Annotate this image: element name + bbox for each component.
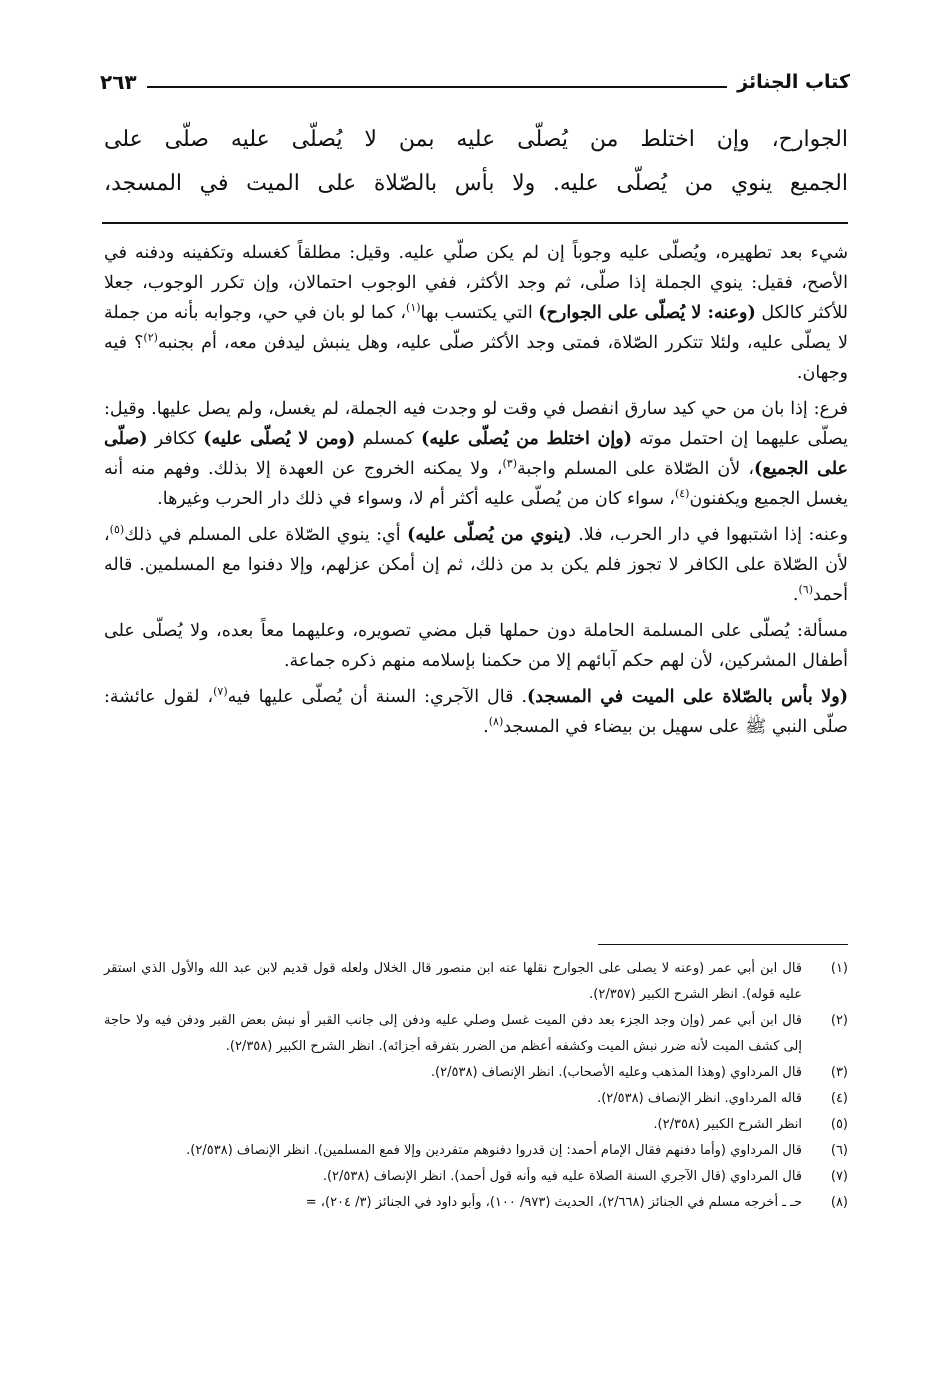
text-span: كمسلم	[355, 429, 422, 449]
text-span: التي يكتسب بها	[420, 303, 539, 323]
footnote-text: قال المرداوي (قال الآجري السنة الصلاة عليه فيه وأنه قول أحمد). انظر الإنصاف (٢/٥٣٨).	[322, 1169, 802, 1184]
footnote-text: انظر الشرح الكبير (٢/٣٥٨).	[653, 1117, 802, 1132]
chapter-title: كتاب الجنائز	[737, 71, 850, 93]
footnote-text: قال ابن أبي عمر (وعنه لا يصلى على الجوارح نقلها عنه ابن منصور قال الخلال ولعله قول قديم لابن عبد الله والأول الذي استقر عليه قوله). انظر الشرح الكبير (٢/٣٥٧).	[104, 961, 802, 1002]
footnote-number: (٢)	[830, 1013, 848, 1028]
footnote-ref: (٦)	[798, 583, 814, 597]
quoted-text: (ينوي من يُصلّى عليه)	[407, 525, 572, 545]
footnote-number: (٣)	[830, 1065, 848, 1080]
footnote-text: قال ابن أبي عمر (وإن وجد الجزء بعد دفن الميت غسل وصلي عليه ودفن إلى جانب القبر أو نبش بعض القبر ودفن فيه ولا حاجة إلى كشف الميت لأنه ضرر نبش الميت وكشفه أعظم من الضرر بتفرقه أجزائه). انظر الشرح الكبير (٢/٣٥٨).	[104, 1013, 802, 1054]
main-text-divider	[102, 222, 848, 224]
text-span: ، ولا يمكنه الخروج عن العهدة إلا بذلك. وفهم منه أنه يغسل الجميع ويكفنون	[104, 459, 848, 509]
text-span: .	[792, 585, 799, 605]
quoted-text: (صلّى على الجميع)	[104, 429, 848, 479]
footnote-divider	[598, 944, 848, 945]
text-span: .	[483, 717, 489, 737]
text-span: شيء بعد تطهيره، ويُصلّى عليه وجوباً إن لم يكن صلّي عليه. وقيل: مطلقاً كغسله وتكفينه ودفنه في الأصح، فقيل: ينوي الجملة إذا صلّى، ثم وجد الأكثر، ففي الوجوب احتمالان، وإن تكرر الوجوب، جعلا للأكثر كالكل	[104, 243, 848, 323]
text-span: ، لقول عائشة: صلّى النبي ﷺ على سهيل بن بيضاء في المسجد	[104, 687, 848, 737]
footnote	[104, 1060, 848, 1086]
quoted-text: (ومن لا يُصلّى عليه)	[203, 429, 356, 449]
footnote	[104, 1008, 848, 1060]
footnote-text: قال المرداوي (وأما دفنهم فقال الإمام أحمد: إن قدروا دفنوهم متفردين وإلا فمع المسلمين). انظر الإنصاف (٢/٥٣٨).	[186, 1143, 802, 1158]
quoted-text: (وإن اختلط من يُصلّى عليه)	[421, 429, 632, 449]
text-span: ، لأن الصّلاة على المسلم واجبة	[517, 459, 755, 479]
footnote-ref: (١)	[406, 301, 421, 315]
footnote	[104, 956, 848, 1008]
commentary-paragraph	[104, 394, 848, 514]
quoted-text: (وعنه: لا يُصلّى على الجوارح)	[538, 303, 756, 323]
footnote-number: (٨)	[830, 1195, 848, 1210]
commentary-paragraph	[104, 616, 848, 676]
footnote-text: قاله المرداوي. انظر الإنصاف (٢/٥٣٨).	[597, 1091, 802, 1106]
text-span: أي: ينوي الصّلاة على المسلم في ذلك	[124, 525, 408, 545]
footnote	[104, 1112, 848, 1138]
footnote	[104, 1190, 848, 1216]
main-text-line: الجميع ينوي من يُصلّى عليه. ولا بأس بالصّلاة على الميت في المسجد،	[104, 171, 848, 196]
page-number: ٢٦٣	[100, 70, 137, 94]
text-span: مسألة: يُصلّى على المسلمة الحاملة دون حملها قبل مضي تصويره، وعليهما معاً بعده، ولا يُصلّى على أطفال المشركين، لأن لهم حكم آبائهم إلا من حكمنا بإسلامه منهم ذكره جماعة.	[104, 621, 848, 671]
footnote-ref: (٣)	[502, 457, 518, 471]
footnote	[104, 1086, 848, 1112]
footnote	[104, 1138, 848, 1164]
footnote-number: (٤)	[830, 1091, 848, 1106]
commentary-paragraph	[104, 682, 848, 742]
commentary	[104, 238, 848, 748]
quoted-text: (ولا بأس بالصّلاة على الميت في المسجد)	[527, 687, 848, 707]
text-span: . قال الآجري: السنة أن يُصلّى عليها فيه	[227, 687, 528, 707]
text-span: ككافر	[147, 429, 204, 449]
footnote-number: (١)	[830, 961, 848, 976]
text-span: فرع: إذا بان من حي كيد سارق انفصل في وقت لو وجدت فيه الجملة، لم يغسل، ولم يصل عليها. وقيل: يصلّى عليهما إن احتمل موته	[104, 399, 848, 449]
header-rule	[147, 86, 728, 88]
footnote-ref: (٥)	[109, 523, 125, 537]
main-text	[104, 118, 848, 206]
footnote-text: قال المرداوي (وهذا المذهب وعليه الأصحاب). انظر الإنصاف (٢/٥٣٨).	[430, 1065, 802, 1080]
text-span: وعنه: إذا اشتبهوا في دار الحرب، فلا.	[571, 525, 848, 545]
footnotes	[104, 956, 848, 1216]
footnote-text: حـ ـ أخرجه مسلم في الجنائز (٢/٦٦٨)، الحديث (٩٧٣/ ١٠٠)، وأبو داود في الجنائز (٣/ ٢٠٤)، =	[305, 1195, 802, 1210]
text-span: ، كما لو بان في حي، وجوابه بأنه من جملة لا يصلّى عليه، ولئلا تتكرر الصّلاة، فمتى وجد الأكثر صلّى عليه، وهل ينبش ليدفن معه، أم بجنبه	[104, 303, 848, 353]
footnote	[104, 1164, 848, 1190]
commentary-paragraph	[104, 238, 848, 388]
text-span: ، لأن الصّلاة على الكافر لا تجوز فلم يكن بد من ذلك، ثم إن أمكن عزلهم، وإلا دفنوا مع المسلمين. قاله أحمد	[104, 525, 848, 605]
footnote-number: (٦)	[830, 1143, 848, 1158]
footnote-ref: (٢)	[143, 331, 158, 345]
running-header	[100, 58, 850, 94]
footnote-ref: (٨)	[488, 715, 504, 729]
main-text-line: الجوارح، وإن اختلط من يُصلّى عليه بمن لا يُصلّى عليه صلّى على	[104, 127, 848, 152]
commentary-paragraph	[104, 520, 848, 610]
text-span: ، سواء كان من يُصلّى عليه أكثر أم لا، وسواء في ذلك دار الحرب وغيرها.	[157, 489, 675, 509]
footnote-ref: (٤)	[674, 487, 690, 501]
footnote-number: (٥)	[830, 1117, 848, 1132]
footnote-number: (٧)	[830, 1169, 848, 1184]
footnote-ref: (٧)	[213, 685, 228, 699]
text-span: ؟ فيه وجهان.	[104, 333, 848, 383]
